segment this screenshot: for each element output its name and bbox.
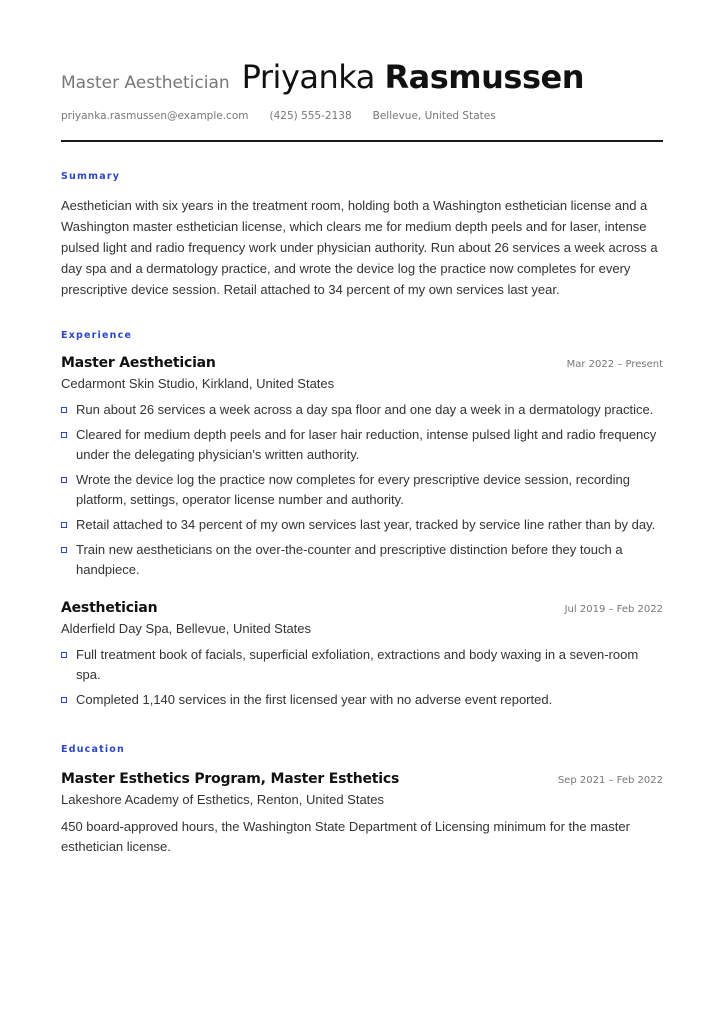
square-bullet-icon — [61, 522, 67, 528]
square-bullet-icon — [61, 547, 67, 553]
entry-dates: Jul 2019 – Feb 2022 — [564, 604, 663, 615]
contact-location: Bellevue, United States — [372, 110, 496, 122]
entry-title: Aesthetician — [61, 600, 158, 616]
entry-header — [61, 600, 663, 616]
candidate-name — [242, 58, 584, 96]
bullet-text: Cleared for medium depth peels and for laser hair reduction, intense pulsed light and radio frequency under the delegating physician's written authority. — [76, 427, 657, 462]
summary-text: Aesthetician with six years in the treatment room, holding both a Washington esthetician license and a Washington master esthetician license, which clears me for medium depth peels and for laser, intense pulsed light and radio frequency work under physician authority. Run about 26 services a week across a day spa and a dermatology practice, and wrote the device log the practice now completes for every prescriptive device session. Retail attached to 34 percent of my own services last year. — [61, 198, 658, 297]
square-bullet-icon — [61, 652, 67, 658]
entry-description: 450 board-approved hours, the Washington State Department of Licensing minimum for the master esthetician license. — [61, 819, 630, 854]
contact-phone: (425) 555-2138 — [269, 110, 352, 122]
bullet-text: Retail attached to 34 percent of my own services last year, tracked by service line rather than by day. — [76, 517, 656, 532]
square-bullet-icon — [61, 477, 67, 483]
entry-organization: Cedarmont Skin Studio, Kirkland, United States — [61, 376, 335, 391]
square-bullet-icon — [61, 697, 67, 703]
header-divider — [61, 140, 663, 142]
contact-info — [61, 110, 663, 122]
first-name: Priyanka — [241, 58, 375, 96]
list-item — [61, 425, 663, 465]
experience-entry — [61, 355, 663, 580]
entry-organization: Lakeshore Academy of Esthetics, Renton, United States — [61, 792, 385, 807]
list-item — [61, 540, 663, 580]
last-name: Rasmussen — [384, 58, 584, 96]
square-bullet-icon — [61, 432, 67, 438]
summary-heading: Summary — [61, 171, 121, 182]
entry-organization: Alderfield Day Spa, Bellevue, United States — [61, 621, 312, 636]
entry-bullets — [61, 400, 663, 580]
bullet-text: Run about 26 services a week across a day spa floor and one day a week in a dermatology practice. — [76, 402, 654, 417]
resume-header — [61, 58, 663, 96]
experience-heading: Experience — [61, 330, 133, 341]
contact-email: priyanka.rasmussen@example.com — [61, 110, 249, 122]
bullet-text: Full treatment book of facials, superficial exfoliation, extractions and body waxing in a seven-room spa. — [76, 647, 639, 682]
bullet-text: Wrote the device log the practice now completes for every prescriptive device session, recording platform, settings, operator license number and authority. — [76, 472, 630, 507]
bullet-text: Train new aestheticians on the over-the-counter and prescriptive distinction before they touch a handpiece. — [76, 542, 623, 577]
experience-entry — [61, 600, 663, 710]
list-item — [61, 400, 663, 420]
entry-dates: Sep 2021 – Feb 2022 — [557, 775, 663, 786]
bullet-text: Completed 1,140 services in the first licensed year with no adverse event reported. — [76, 692, 553, 707]
education-entry — [61, 771, 663, 857]
entry-header — [61, 355, 663, 371]
job-title: Master Aesthetician — [61, 73, 230, 93]
square-bullet-icon — [61, 407, 67, 413]
entry-title: Master Esthetics Program, Master Esthetics — [61, 771, 400, 787]
entry-title: Master Aesthetician — [61, 355, 216, 371]
list-item — [61, 690, 663, 710]
list-item — [61, 470, 663, 510]
list-item — [61, 645, 663, 685]
list-item — [61, 515, 663, 535]
education-heading: Education — [61, 744, 125, 755]
entry-bullets — [61, 645, 663, 710]
entry-dates: Mar 2022 – Present — [566, 359, 663, 370]
entry-header — [61, 771, 663, 787]
